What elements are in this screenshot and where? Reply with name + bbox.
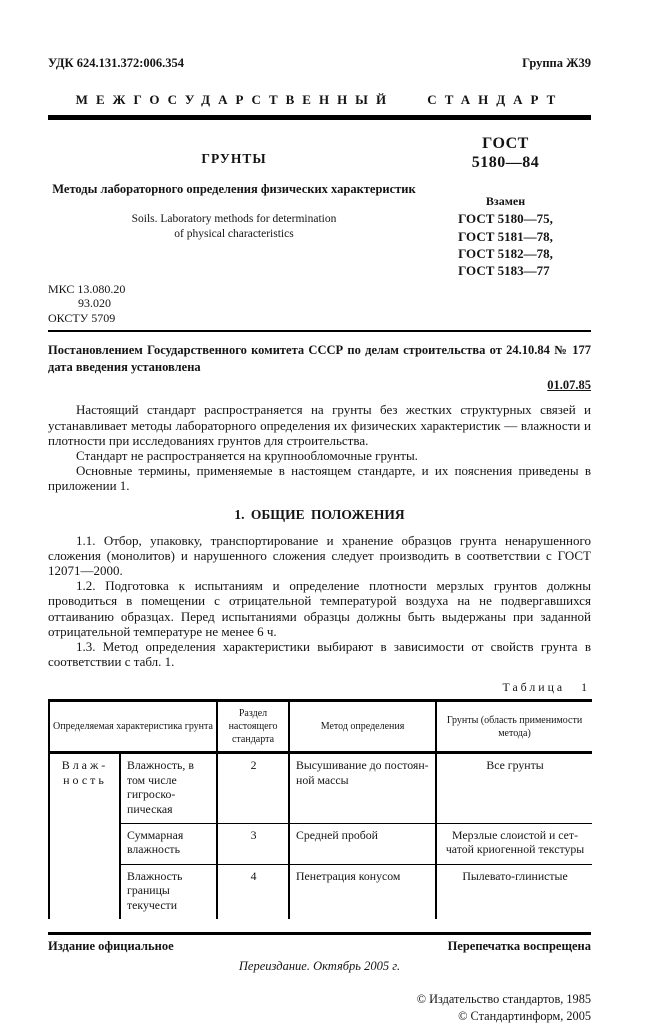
- effective-date: 01.07.85: [547, 378, 591, 393]
- cell-characteristic: Суммарная влажность: [120, 824, 217, 865]
- group-label-line2: ность: [63, 773, 107, 788]
- cell-section: 2: [217, 753, 289, 824]
- table-header-row: [49, 701, 592, 753]
- standard-kind-heading: МЕЖГОСУДАРСТВЕННЫЙ СТАНДАРТ: [75, 92, 564, 107]
- udk-code: УДК 624.131.372:006.354: [48, 56, 184, 70]
- title-english-line2: of physical characteristics: [174, 227, 294, 240]
- copyright-line2: © Стандартинформ, 2005: [458, 1008, 591, 1023]
- clause-1-2: 1.2. Подготовка к испытаниям и определение плотности мерзлых грунтов должны проводиться в помещении с отрицательной температурой воздуха на не подвергавшихся оттаиванию образцах. Перед испытаниями образцы должны быть выдержаны при заданной отрицательной температуре не менее 6 ч.: [48, 578, 591, 639]
- decree-paragraph: Постановлением Государственного комитета СССР по делам строительства от 24.10.84 № 177 дата введения установлена: [48, 342, 591, 374]
- document-title-english: [48, 212, 420, 241]
- reissue-note: Переиздание. Октябрь 2005 г.: [238, 959, 401, 973]
- document-title: ГРУНТЫ: [201, 151, 267, 166]
- copyright-line1: © Издательство стандартов, 1985: [416, 992, 591, 1006]
- codes-block: [48, 282, 591, 324]
- header-thick-rule: [48, 115, 591, 120]
- col-header-section: Раздел настоящего стандарта: [217, 701, 289, 753]
- replaces-item: ГОСТ 5180—75,: [458, 211, 553, 227]
- col-header-soils: Грунты (область применимости метода): [436, 701, 592, 753]
- decree-separator-rule: [48, 330, 591, 332]
- official-edition-label: Издание официальное: [48, 939, 174, 953]
- methods-table: [48, 699, 592, 919]
- table-row: [49, 753, 592, 824]
- introduction: [48, 402, 591, 493]
- replaces-item: ГОСТ 5183—77: [458, 263, 550, 279]
- cell-soils: Все грунты: [436, 753, 592, 824]
- cell-soils: Мерзлые слоистой и сетчатой криогенной текстуры: [436, 824, 592, 865]
- gost-label: ГОСТ: [482, 135, 529, 152]
- cell-soils: Пылевато-глинистые: [436, 864, 592, 919]
- reprint-prohibited-label: Перепечатка воспрещена: [447, 939, 591, 953]
- mks-code: МКС 13.080.20: [48, 282, 126, 297]
- replaces-item: ГОСТ 5182—78,: [458, 245, 553, 261]
- col-header-method: Метод определения: [289, 701, 436, 753]
- cell-method: Высушивание до постоянной массы: [289, 753, 436, 824]
- title-right-column: [420, 134, 591, 280]
- table-1-caption: Таблица 1: [502, 680, 590, 695]
- replaces-item: ГОСТ 5181—78,: [458, 228, 553, 244]
- group-code: Группа Ж39: [522, 56, 591, 70]
- intro-paragraph-2: Стандарт не распространяется на крупнообломочные грунты.: [76, 448, 418, 464]
- title-left-column: [48, 134, 420, 280]
- intro-paragraph-1: Настоящий стандарт распространяется на грунты без жестких структурных связей и устанавливает методы лабораторного определения их физических характеристик — влажности и плотности при исследованиях грунтов для строительства.: [48, 402, 591, 448]
- replaces-list: [458, 210, 553, 279]
- intro-paragraph-3: Основные термины, применяемые в настоящем стандарте, и их пояснения приведены в приложении 1.: [48, 463, 591, 494]
- gost-designation: [420, 134, 591, 172]
- cell-section: 3: [217, 824, 289, 865]
- okstu-code: ОКСТУ 5709: [48, 310, 116, 325]
- footer-row: [48, 939, 591, 954]
- cell-section: 4: [217, 864, 289, 919]
- copyright-block: [48, 991, 591, 1024]
- table-row: [49, 824, 592, 865]
- title-english-line1: Soils. Laboratory methods for determination: [131, 213, 337, 225]
- cell-characteristic: Влажность границы текучести: [120, 864, 217, 919]
- clause-1-3: 1.3. Метод определения характеристики выбирают в зависимости от свойств грунта в соответствии с табл. 1.: [48, 639, 591, 670]
- clause-1-1: 1.1. Отбор, упаковку, транспортирование и хранение образцов грунта ненарушенного сложения (монолитов) и нарушенного сложения следует производить в соответствии с ГОСТ 12071—2000.: [48, 532, 591, 579]
- cell-method: Средней пробой: [289, 824, 436, 865]
- replaces-label: Взамен: [485, 194, 526, 209]
- document-subtitle: Методы лабораторного определения физических характеристик: [52, 182, 416, 196]
- col-header-characteristic: Определяемая характеристика грунта: [49, 701, 217, 753]
- mks-code-secondary: 93.020: [78, 296, 111, 311]
- title-block: [48, 134, 591, 280]
- footer-rule: [48, 932, 591, 935]
- cell-method: Пенетрация конусом: [289, 864, 436, 919]
- row-group-label: [49, 753, 120, 919]
- group-label-line1: Влаж-: [61, 758, 109, 773]
- classification-row: [48, 56, 591, 71]
- table-row: [49, 864, 592, 919]
- cell-characteristic: Влажность, в том числе гигроскопическая: [120, 753, 217, 824]
- section-1-heading: 1. ОБЩИЕ ПОЛОЖЕНИЯ: [234, 506, 405, 522]
- gost-number: 5180—84: [471, 154, 540, 172]
